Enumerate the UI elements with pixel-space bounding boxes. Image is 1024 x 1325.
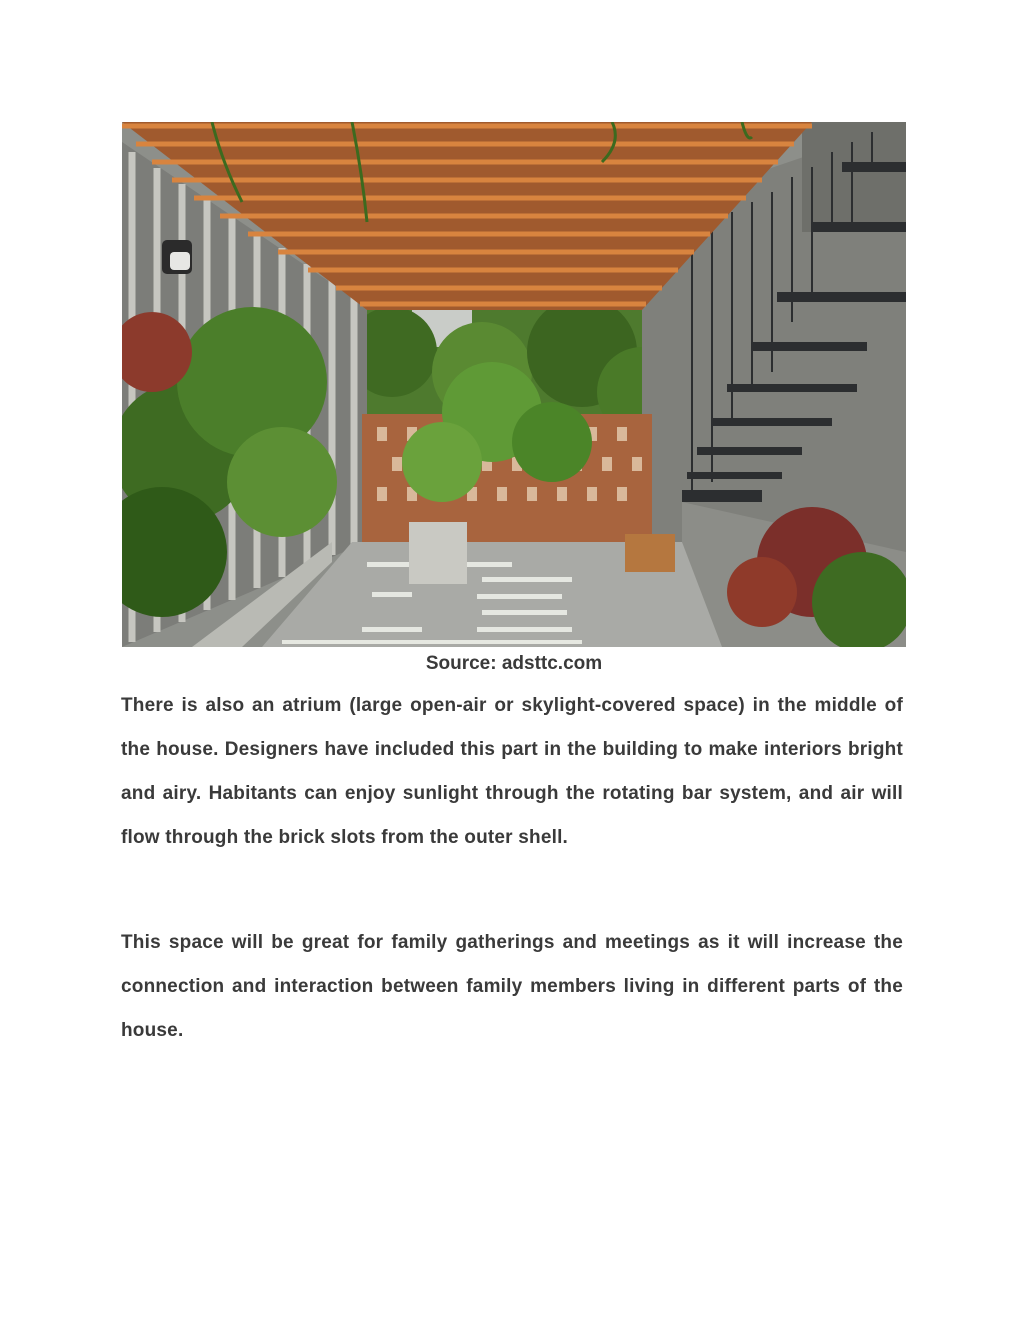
paragraph-atrium: There is also an atrium (large open-air or skylight-covered space) in the middle of the house. Designers have included this part in the building to make interiors bright and airy. Habitants can enjoy sunlight through the rotating bar system, and air will flow through the brick slots from the outer shell. xyxy=(121,695,903,848)
atrium-photo xyxy=(122,122,906,647)
paragraph-family-space: This space will be great for family gatherings and meetings as it will increase the connection and interaction between family members living in different parts of the house. xyxy=(121,932,903,1041)
image-caption: Source: adsttc.com xyxy=(425,653,603,674)
